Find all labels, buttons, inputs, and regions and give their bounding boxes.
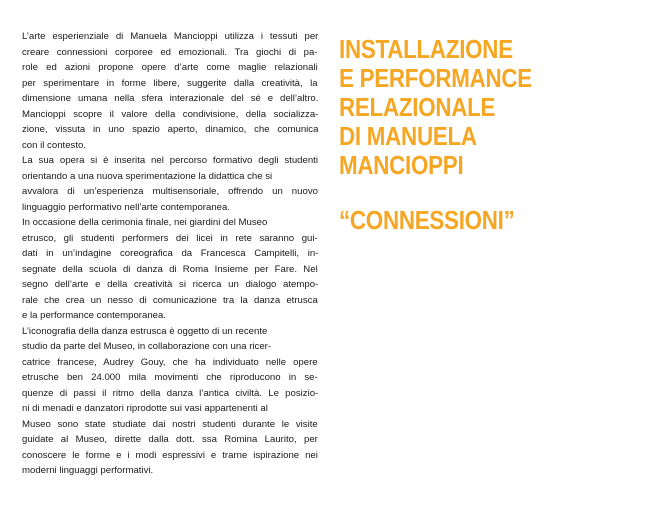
text-line: guidate al Museo, dirette dalla dott. ssa Romina Laurito, per — [22, 434, 318, 445]
paragraph-cerimonia — [22, 215, 318, 324]
text-line: e la performance contemporanea. — [22, 310, 166, 321]
text-line: moderni linguaggi performativi. — [22, 465, 154, 476]
page-title — [339, 35, 588, 235]
title-line: INSTALLAZIONE — [339, 34, 513, 64]
subtitle: “CONNESSIONI” — [339, 205, 515, 235]
paragraph-opera — [22, 153, 318, 215]
text-line: etrusche ben 24.000 mila movimenti che riproducono in se- — [22, 372, 318, 383]
text-line: Mancioppi scopre il valore della condivisione, della socializza- — [22, 108, 318, 120]
title-line: DI MANUELA — [339, 121, 477, 151]
text-line: per sperimentare in forme libere, suggerite dalla creatività, la — [22, 77, 318, 89]
text-line: segnate della scuola di danza di Roma Insieme per Fare. Nel — [22, 263, 318, 275]
text-line: La sua opera si è inserita nel percorso formativo degli studenti — [22, 155, 318, 166]
text-line: con il contesto. — [22, 139, 86, 151]
text-line: creare connessioni corporee ed emozionali. Tra giochi di pa- — [22, 46, 318, 58]
text-line: zione, vissuta in uno spazio aperto, dinamico, che comunica — [22, 124, 318, 135]
text-line: dimensione umana nella sfera interazionale del sé e dell’altro. — [22, 93, 318, 104]
text-line: linguaggio performativo nell’arte contemporanea. — [22, 201, 230, 213]
text-line: Museo sono state studiate dai nostri studenti durante le visite — [22, 418, 318, 430]
text-line: role ed azioni propone opere d’arte come maglie relazionali — [22, 62, 318, 73]
text-line: orientando a una nuova sperimentazione la didattica che si — [22, 170, 273, 182]
text-line: avvalora di un’esperienza multisensoriale, offrendo un nuovo — [22, 186, 318, 197]
body-text-column — [22, 29, 318, 479]
paragraph-iconografia — [22, 324, 318, 479]
text-line: In occasione della cerimonia finale, nei giardini del Museo — [22, 217, 268, 228]
paragraph-intro — [22, 29, 318, 153]
text-line: etrusco, gli studenti performers dei licei in rete saranno gui- — [22, 232, 318, 244]
title-line: RELAZIONALE — [339, 92, 496, 122]
text-line: segno dell’arte e della creatività si ricerca un dialogo atempo- — [22, 279, 318, 290]
text-line: conoscere le forme e i modi espressivi e trarne ispirazione nei — [22, 449, 318, 461]
text-line: L’arte esperienziale di Manuela Mancioppi utilizza i tessuti per — [22, 31, 318, 42]
text-line: dati in un’indagine coreografica da Francesca Campitelli, in- — [22, 248, 318, 259]
text-line: ni di menadi e danzatori riprodotte sui vasi appartenenti al — [22, 403, 268, 414]
text-line: studio da parte del Museo, in collaborazione con una ricer- — [22, 341, 272, 352]
title-line: MANCIOPPI — [339, 150, 464, 180]
text-line: rale che crea un nesso di comunicazione tra la danza etrusca — [22, 294, 318, 306]
text-line: L’iconografia della danza estrusca è oggetto di un recente — [22, 325, 268, 337]
title-line: E PERFORMANCE — [339, 63, 532, 93]
text-line: quenze di passi il ritmo della danza l’antica civiltà. Le posizio- — [22, 387, 318, 399]
text-line: catrice francese, Audrey Gouy, che ha individuato nelle opere — [22, 356, 318, 368]
